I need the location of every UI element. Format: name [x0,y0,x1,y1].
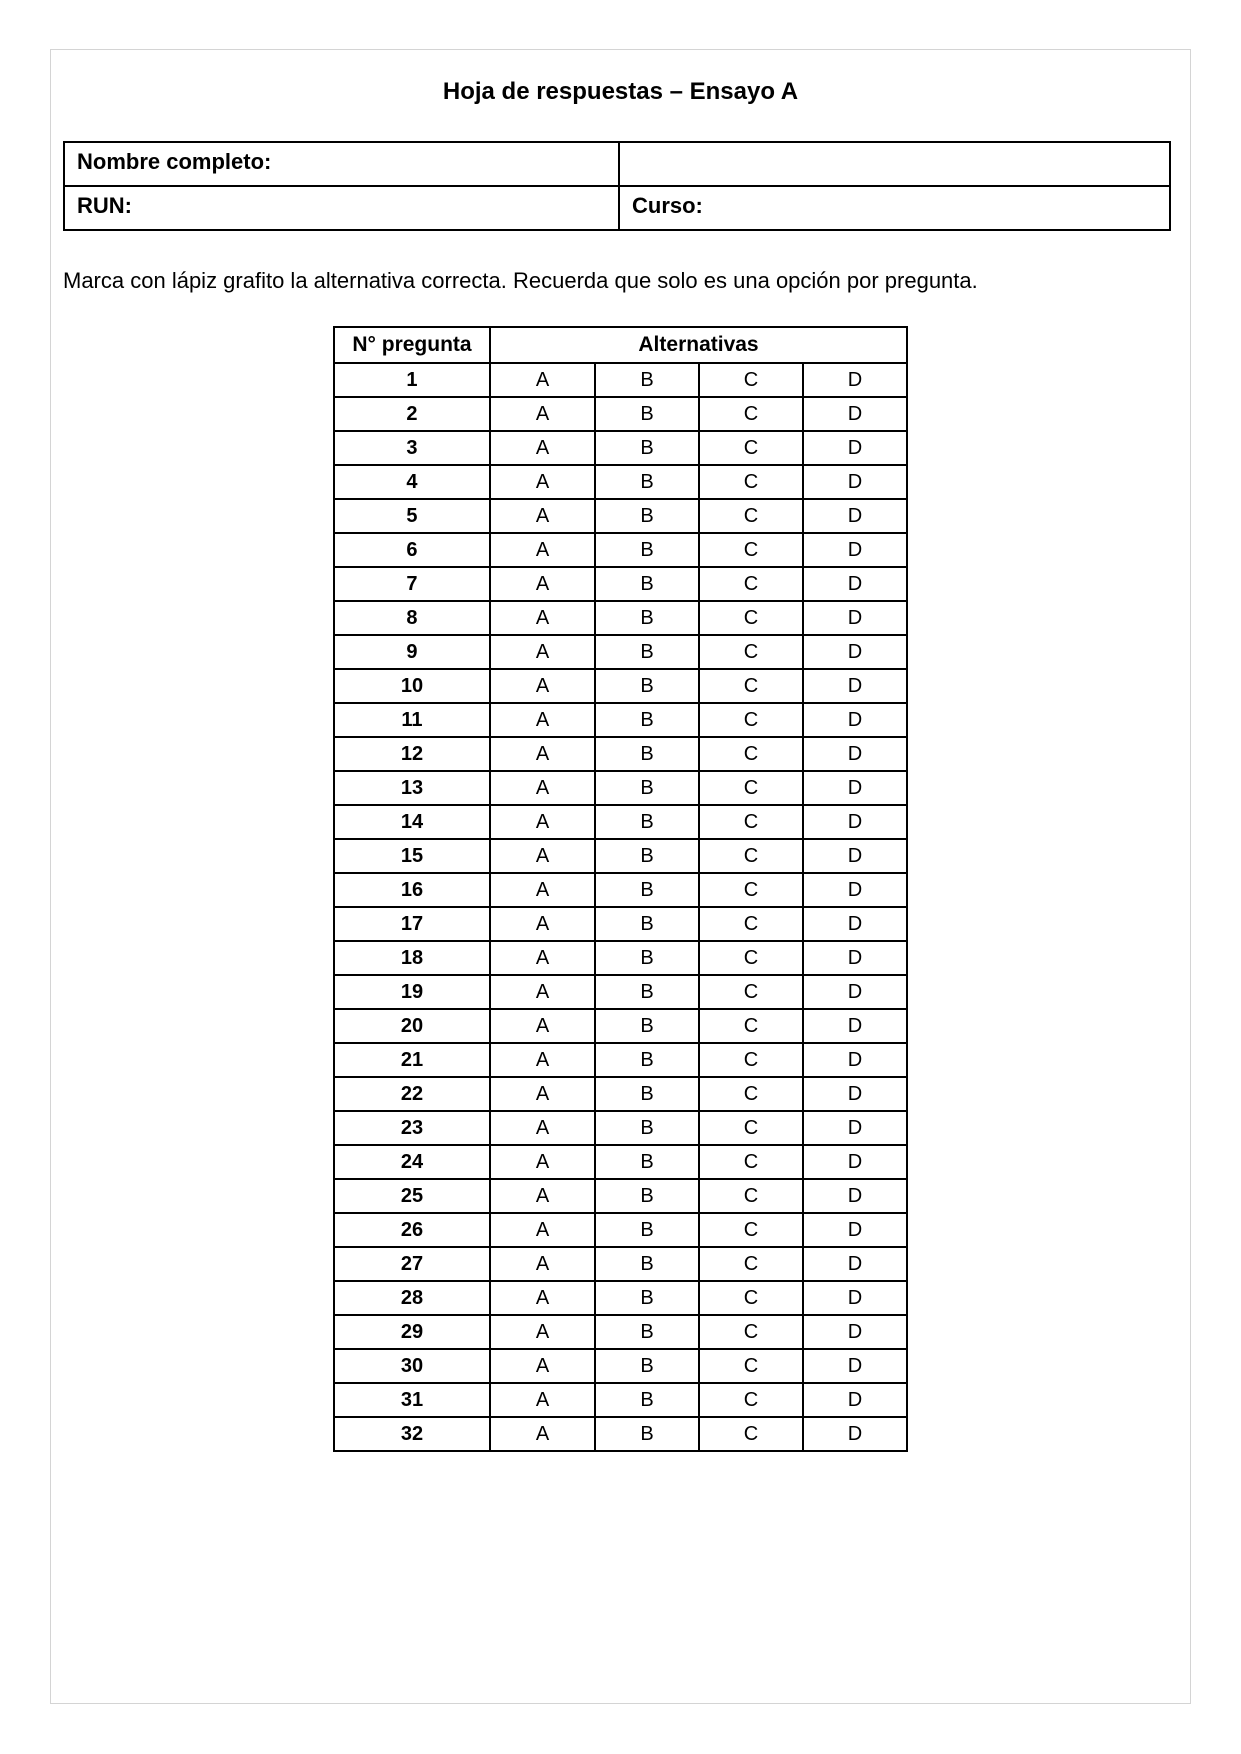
info-row-name [64,142,1170,186]
run-label-cell: RUN: [64,186,619,230]
option-cell-d: D [803,975,907,1009]
student-info-table [63,141,1171,231]
option-cell-a: A [490,975,595,1009]
question-number-cell: 17 [334,907,490,941]
option-cell-d: D [803,397,907,431]
question-number-cell: 18 [334,941,490,975]
option-cell-c: C [699,975,803,1009]
document-page [50,49,1191,1704]
option-cell-b: B [595,465,699,499]
option-cell-d: D [803,567,907,601]
option-cell-b: B [595,1043,699,1077]
option-cell-a: A [490,1247,595,1281]
option-cell-b: B [595,397,699,431]
option-cell-d: D [803,1349,907,1383]
option-cell-a: A [490,1383,595,1417]
answer-row [334,1179,907,1213]
option-cell-d: D [803,669,907,703]
option-cell-a: A [490,907,595,941]
option-cell-b: B [595,1111,699,1145]
option-cell-b: B [595,533,699,567]
option-cell-d: D [803,1383,907,1417]
option-cell-b: B [595,1213,699,1247]
question-number-cell: 6 [334,533,490,567]
option-cell-d: D [803,465,907,499]
option-cell-b: B [595,737,699,771]
option-cell-c: C [699,771,803,805]
option-cell-a: A [490,1315,595,1349]
answer-row [334,1111,907,1145]
instruction-text: Marca con lápiz grafito la alternativa correcta. Recuerda que solo es una opción por pregunta. [63,268,978,293]
question-number-cell: 32 [334,1417,490,1451]
answer-row [334,975,907,1009]
question-number-cell: 14 [334,805,490,839]
option-cell-a: A [490,431,595,465]
option-cell-c: C [699,873,803,907]
name-label-cell: Nombre completo: [64,142,619,186]
option-cell-a: A [490,703,595,737]
option-cell-a: A [490,465,595,499]
option-cell-b: B [595,669,699,703]
option-cell-b: B [595,363,699,397]
option-cell-c: C [699,1417,803,1451]
option-cell-a: A [490,601,595,635]
option-cell-c: C [699,533,803,567]
answer-sheet-table [333,326,908,1452]
option-cell-a: A [490,771,595,805]
option-cell-d: D [803,737,907,771]
answer-row [334,771,907,805]
question-number-cell: 13 [334,771,490,805]
option-cell-c: C [699,1213,803,1247]
option-cell-d: D [803,771,907,805]
answer-row [334,499,907,533]
option-cell-a: A [490,567,595,601]
question-number-cell: 31 [334,1383,490,1417]
answer-row [334,1281,907,1315]
question-number-cell: 2 [334,397,490,431]
option-cell-b: B [595,499,699,533]
option-cell-d: D [803,805,907,839]
option-cell-a: A [490,1349,595,1383]
option-cell-c: C [699,499,803,533]
option-cell-b: B [595,601,699,635]
question-number-cell: 11 [334,703,490,737]
answer-row [334,941,907,975]
option-cell-a: A [490,1043,595,1077]
option-cell-a: A [490,737,595,771]
answer-row [334,907,907,941]
option-cell-b: B [595,1145,699,1179]
option-cell-c: C [699,907,803,941]
option-cell-c: C [699,839,803,873]
answer-row [334,363,907,397]
option-cell-a: A [490,941,595,975]
alternatives-column-header: Alternativas [490,327,907,363]
answer-row [334,1417,907,1451]
option-cell-d: D [803,1417,907,1451]
question-number-cell: 23 [334,1111,490,1145]
option-cell-b: B [595,1349,699,1383]
option-cell-c: C [699,1383,803,1417]
option-cell-d: D [803,839,907,873]
option-cell-d: D [803,873,907,907]
option-cell-c: C [699,941,803,975]
answer-row [334,703,907,737]
option-cell-b: B [595,1417,699,1451]
option-cell-d: D [803,1281,907,1315]
option-cell-c: C [699,567,803,601]
question-number-cell: 20 [334,1009,490,1043]
option-cell-d: D [803,941,907,975]
answer-row [334,533,907,567]
question-number-cell: 26 [334,1213,490,1247]
answer-row [334,669,907,703]
name-value-cell [619,142,1170,186]
option-cell-d: D [803,635,907,669]
option-cell-c: C [699,1281,803,1315]
question-number-cell: 29 [334,1315,490,1349]
question-number-cell: 24 [334,1145,490,1179]
answer-row [334,805,907,839]
option-cell-b: B [595,567,699,601]
option-cell-b: B [595,907,699,941]
option-cell-b: B [595,975,699,1009]
option-cell-c: C [699,1179,803,1213]
option-cell-a: A [490,1111,595,1145]
option-cell-c: C [699,737,803,771]
option-cell-b: B [595,873,699,907]
option-cell-d: D [803,1009,907,1043]
option-cell-d: D [803,703,907,737]
answer-row [334,1077,907,1111]
question-number-column-header: N° pregunta [334,327,490,363]
option-cell-d: D [803,533,907,567]
option-cell-a: A [490,1179,595,1213]
option-cell-d: D [803,907,907,941]
option-cell-c: C [699,805,803,839]
option-cell-b: B [595,839,699,873]
question-number-cell: 5 [334,499,490,533]
option-cell-c: C [699,703,803,737]
option-cell-c: C [699,635,803,669]
answer-row [334,1009,907,1043]
question-number-cell: 7 [334,567,490,601]
option-cell-b: B [595,703,699,737]
option-cell-d: D [803,1247,907,1281]
question-number-cell: 27 [334,1247,490,1281]
option-cell-d: D [803,1315,907,1349]
option-cell-c: C [699,397,803,431]
answer-row [334,1383,907,1417]
option-cell-d: D [803,1111,907,1145]
course-label-cell: Curso: [619,186,1170,230]
option-cell-b: B [595,635,699,669]
question-number-cell: 10 [334,669,490,703]
option-cell-b: B [595,805,699,839]
answer-row [334,567,907,601]
option-cell-a: A [490,1009,595,1043]
answer-row [334,601,907,635]
option-cell-a: A [490,1077,595,1111]
option-cell-c: C [699,1043,803,1077]
option-cell-d: D [803,1043,907,1077]
answer-row [334,635,907,669]
answer-row [334,737,907,771]
option-cell-c: C [699,1145,803,1179]
answer-row [334,1043,907,1077]
answer-row [334,431,907,465]
answer-row [334,465,907,499]
question-number-cell: 30 [334,1349,490,1383]
option-cell-a: A [490,839,595,873]
question-number-cell: 25 [334,1179,490,1213]
answer-row [334,839,907,873]
option-cell-b: B [595,1383,699,1417]
option-cell-b: B [595,1009,699,1043]
option-cell-c: C [699,363,803,397]
option-cell-a: A [490,1281,595,1315]
option-cell-b: B [595,431,699,465]
option-cell-b: B [595,1247,699,1281]
question-number-cell: 1 [334,363,490,397]
answer-row [334,1145,907,1179]
option-cell-a: A [490,635,595,669]
option-cell-b: B [595,1077,699,1111]
answer-row [334,873,907,907]
question-number-cell: 28 [334,1281,490,1315]
answer-row [334,1315,907,1349]
question-number-cell: 19 [334,975,490,1009]
option-cell-c: C [699,1247,803,1281]
answer-row [334,1349,907,1383]
option-cell-b: B [595,1281,699,1315]
option-cell-b: B [595,1315,699,1349]
option-cell-c: C [699,1009,803,1043]
question-number-cell: 22 [334,1077,490,1111]
answer-row [334,1247,907,1281]
option-cell-c: C [699,601,803,635]
answer-row [334,397,907,431]
option-cell-d: D [803,1145,907,1179]
option-cell-c: C [699,1349,803,1383]
option-cell-b: B [595,771,699,805]
question-number-cell: 8 [334,601,490,635]
option-cell-a: A [490,669,595,703]
option-cell-a: A [490,363,595,397]
option-cell-a: A [490,805,595,839]
option-cell-a: A [490,1213,595,1247]
option-cell-c: C [699,1111,803,1145]
option-cell-c: C [699,1315,803,1349]
page-title: Hoja de respuestas – Ensayo A [442,78,799,105]
option-cell-a: A [490,1417,595,1451]
info-row-run-course [64,186,1170,230]
option-cell-d: D [803,499,907,533]
option-cell-a: A [490,533,595,567]
answer-table-header-row [334,327,907,363]
option-cell-c: C [699,431,803,465]
option-cell-d: D [803,601,907,635]
option-cell-a: A [490,397,595,431]
answer-row [334,1213,907,1247]
question-number-cell: 15 [334,839,490,873]
question-number-cell: 16 [334,873,490,907]
question-number-cell: 3 [334,431,490,465]
option-cell-d: D [803,1077,907,1111]
option-cell-a: A [490,873,595,907]
question-number-cell: 9 [334,635,490,669]
option-cell-d: D [803,1213,907,1247]
option-cell-d: D [803,363,907,397]
option-cell-c: C [699,669,803,703]
option-cell-d: D [803,1179,907,1213]
option-cell-b: B [595,941,699,975]
question-number-cell: 21 [334,1043,490,1077]
option-cell-a: A [490,1145,595,1179]
question-number-cell: 4 [334,465,490,499]
option-cell-c: C [699,1077,803,1111]
option-cell-a: A [490,499,595,533]
question-number-cell: 12 [334,737,490,771]
option-cell-b: B [595,1179,699,1213]
option-cell-c: C [699,465,803,499]
option-cell-d: D [803,431,907,465]
